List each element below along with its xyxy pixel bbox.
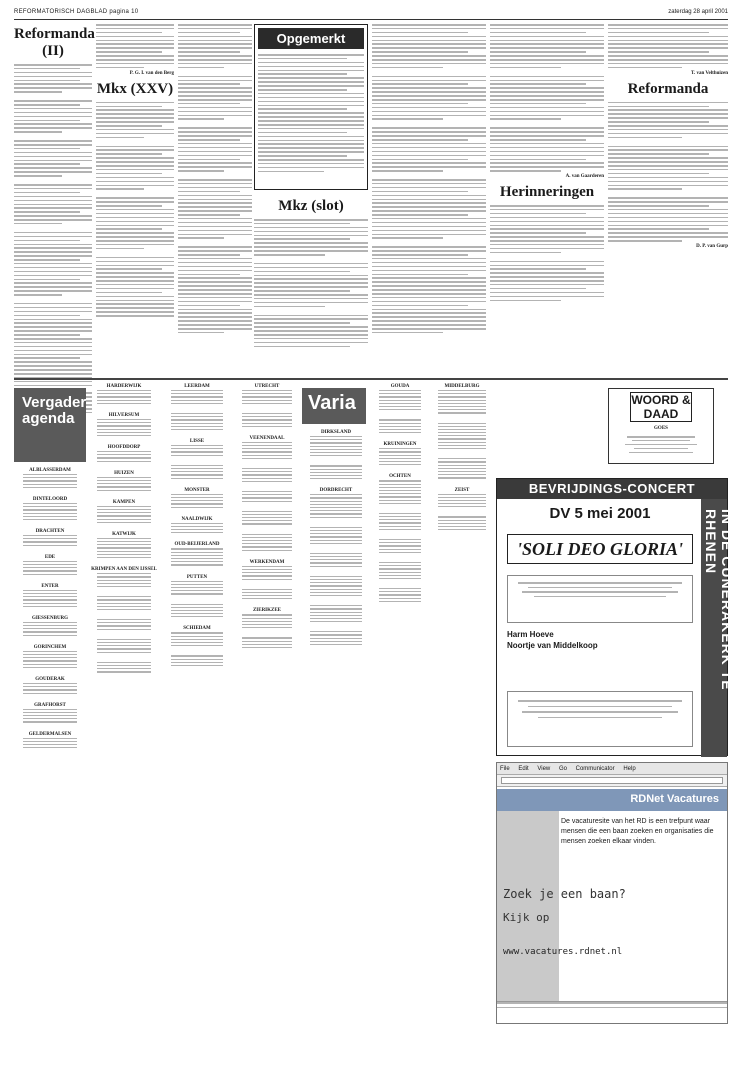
section-divider xyxy=(14,378,728,380)
concert-footer-box xyxy=(507,691,693,747)
listing-entry xyxy=(374,562,426,579)
listing-entry: GORINCHEM xyxy=(16,645,84,668)
menu-go: Go xyxy=(558,766,567,772)
opgemerkt-title: Opgemerkt xyxy=(258,28,364,49)
organist-name: Harm Hoeve xyxy=(507,630,554,639)
listing-entry: KATWIJK xyxy=(90,532,158,558)
article-column-6 xyxy=(490,24,604,374)
article-title: Mkx (XXV) xyxy=(96,80,174,97)
listing-entry xyxy=(304,605,368,622)
listing-entry: GRAFHORST xyxy=(16,703,84,723)
concert-header: BEVRIJDINGS-CONCERT xyxy=(497,479,727,499)
listing-entry xyxy=(304,576,368,596)
listing-entry: NAALDWIJK xyxy=(164,517,230,534)
listing-entry xyxy=(374,539,426,553)
listing-entry xyxy=(164,655,230,666)
woord-daad-org: GOES xyxy=(654,426,668,431)
listing-entry xyxy=(236,511,298,525)
listing-column-5 xyxy=(302,430,370,1026)
listing-entry: UTRECHT xyxy=(236,384,298,404)
organist-name: Noortje van Middelkoop xyxy=(507,641,598,650)
listing-entry xyxy=(90,619,158,630)
listing-entry xyxy=(236,534,298,551)
listing-entry: MONSTER xyxy=(164,488,230,508)
listing-entry xyxy=(432,423,492,450)
listing-entry: ALBLASSERDAM xyxy=(16,468,84,488)
listing-entry: HILVERSUM xyxy=(90,413,158,436)
listing-column-6 xyxy=(372,384,428,1026)
listing-entry xyxy=(304,553,368,567)
listing-entry: EDE xyxy=(16,555,84,575)
paper-name: REFORMATORISCH DAGBLAD pagina 10 xyxy=(14,9,139,15)
rdnet-title: RDNet Vacatures xyxy=(497,789,727,811)
listing-entry: KRUININGEN xyxy=(374,442,426,465)
rdnet-question: Zoek je een baan? xyxy=(503,887,626,901)
woord-daad-logo: WOORD & DAAD xyxy=(631,393,691,421)
article-title: Reformanda xyxy=(627,80,709,97)
menu-communicator: Communicator xyxy=(575,766,615,772)
listing-entry xyxy=(236,491,298,502)
listing-column-7 xyxy=(430,384,494,1026)
rdnet-cta: Kijk op xyxy=(503,911,550,924)
woord-daad-ad xyxy=(608,388,714,464)
listing-entry: KAMPEN xyxy=(90,500,158,523)
listing-entry xyxy=(374,588,426,602)
article-signature: P. G. I. van den Berg xyxy=(129,70,174,76)
listing-entry xyxy=(236,637,298,648)
listing-entry: DRACHTEN xyxy=(16,529,84,546)
listing-entry: DORDRECHT xyxy=(304,488,368,518)
listing-entry: GELDERMALSEN xyxy=(16,732,84,749)
listing-column-3 xyxy=(162,384,232,1026)
article-column-3 xyxy=(178,24,252,374)
listing-entry: ZIERIKZEE xyxy=(236,608,298,628)
varia-banner: Varia xyxy=(302,388,366,424)
menu-file: File xyxy=(500,766,510,772)
listing-entry xyxy=(304,631,368,645)
listing-entry xyxy=(164,465,230,479)
listing-entry: SCHIEDAM xyxy=(164,626,230,646)
listing-entry: GIESSENBURG xyxy=(16,616,84,636)
listing-entry: DIRKSLAND xyxy=(304,430,368,456)
listing-entry xyxy=(164,604,230,618)
listing-entry: ENTER xyxy=(16,584,84,607)
listing-column-2 xyxy=(88,384,160,1026)
listing-entry: HUIZEN xyxy=(90,471,158,491)
url-field xyxy=(501,777,723,784)
article-signature: D. P. van Gurp xyxy=(696,243,728,249)
listing-entry xyxy=(164,413,230,430)
rdnet-footer xyxy=(497,1001,727,1025)
listing-entry xyxy=(90,639,158,653)
listing-entry: LEERDAM xyxy=(164,384,230,404)
article-title: Reformanda (II) xyxy=(14,26,95,59)
article-reformanda xyxy=(608,24,728,374)
page-date: zaterdag 28 april 2001 xyxy=(668,9,728,15)
article-reformanda-ii xyxy=(14,24,95,374)
listing-entry: OCHTEN xyxy=(374,474,426,504)
listing-entry xyxy=(90,596,158,610)
concert-program: 'SOLI DEO GLORIA' xyxy=(507,534,693,564)
article-title: Mkz (slot) xyxy=(278,198,344,214)
masthead xyxy=(14,6,728,20)
listing-entry xyxy=(236,413,298,427)
concert-ad xyxy=(496,478,735,756)
rdnet-screenshot-panel xyxy=(497,811,559,1001)
listing-entry xyxy=(304,465,368,479)
listing-entry: PUTTEN xyxy=(164,575,230,595)
listing-entry xyxy=(236,468,298,482)
menu-help: Help xyxy=(623,766,636,772)
listing-entry xyxy=(374,513,426,530)
browser-menubar xyxy=(497,763,727,775)
concert-performers xyxy=(507,629,693,651)
article-title: Herinneringen xyxy=(499,184,595,201)
listing-entry xyxy=(90,662,158,673)
listing-entry: HARDERWIJK xyxy=(90,384,158,404)
concert-date: DV 5 mei 2001 xyxy=(549,505,651,522)
listing-entry: DINTELOORD xyxy=(16,497,84,520)
listing-entry xyxy=(432,516,492,530)
listing-entry: HOOFDDORP xyxy=(90,445,158,462)
concert-info-box xyxy=(507,575,693,623)
listing-entry: OUD-BEIJERLAND xyxy=(164,542,230,565)
rdnet-vacatures-ad xyxy=(496,762,728,1024)
rdnet-url: www.vacatures.rdnet.nl xyxy=(503,947,623,957)
rdnet-intro: De vacaturesite van het RD is een trefpunt waar mensen die een baan zoeken en organisaties die mensen zoeken elkaar vinden. xyxy=(561,818,714,845)
opgemerkt-box xyxy=(254,24,368,190)
article-column-2 xyxy=(96,24,174,374)
article-column-5 xyxy=(372,24,486,374)
concert-side-text: IN DE CUNERAKERK TE RHENEN xyxy=(703,509,735,691)
listing-entry: LISSE xyxy=(164,439,230,456)
listing-entry xyxy=(304,527,368,544)
article-signature: A. van Gaarderen xyxy=(565,174,604,180)
listing-entry xyxy=(374,419,426,433)
listing-entry: WERKENDAM xyxy=(236,560,298,580)
article-signature: T. van Velthuizen xyxy=(691,70,728,76)
listing-column-1 xyxy=(14,468,86,1024)
listing-entry: KRIMPEN AAN DEN IJSSEL xyxy=(90,567,158,587)
listing-entry xyxy=(432,458,492,478)
listing-entry xyxy=(236,589,298,600)
menu-view: View xyxy=(537,766,551,772)
listing-entry: GOUDERAK xyxy=(16,677,84,694)
listing-entry: VEENENDAAL xyxy=(236,436,298,459)
listing-entry: MIDDELBURG xyxy=(432,384,492,414)
browser-urlbar xyxy=(497,775,727,787)
listing-column-4 xyxy=(234,384,300,1026)
menu-edit: Edit xyxy=(518,766,529,772)
article-mkz xyxy=(254,196,368,374)
listing-entry: ZEIST xyxy=(432,488,492,508)
vergaderagenda-banner: Vergader-agenda xyxy=(14,388,86,462)
listing-entry: GOUDA xyxy=(374,384,426,410)
concert-side-banner xyxy=(701,499,735,757)
